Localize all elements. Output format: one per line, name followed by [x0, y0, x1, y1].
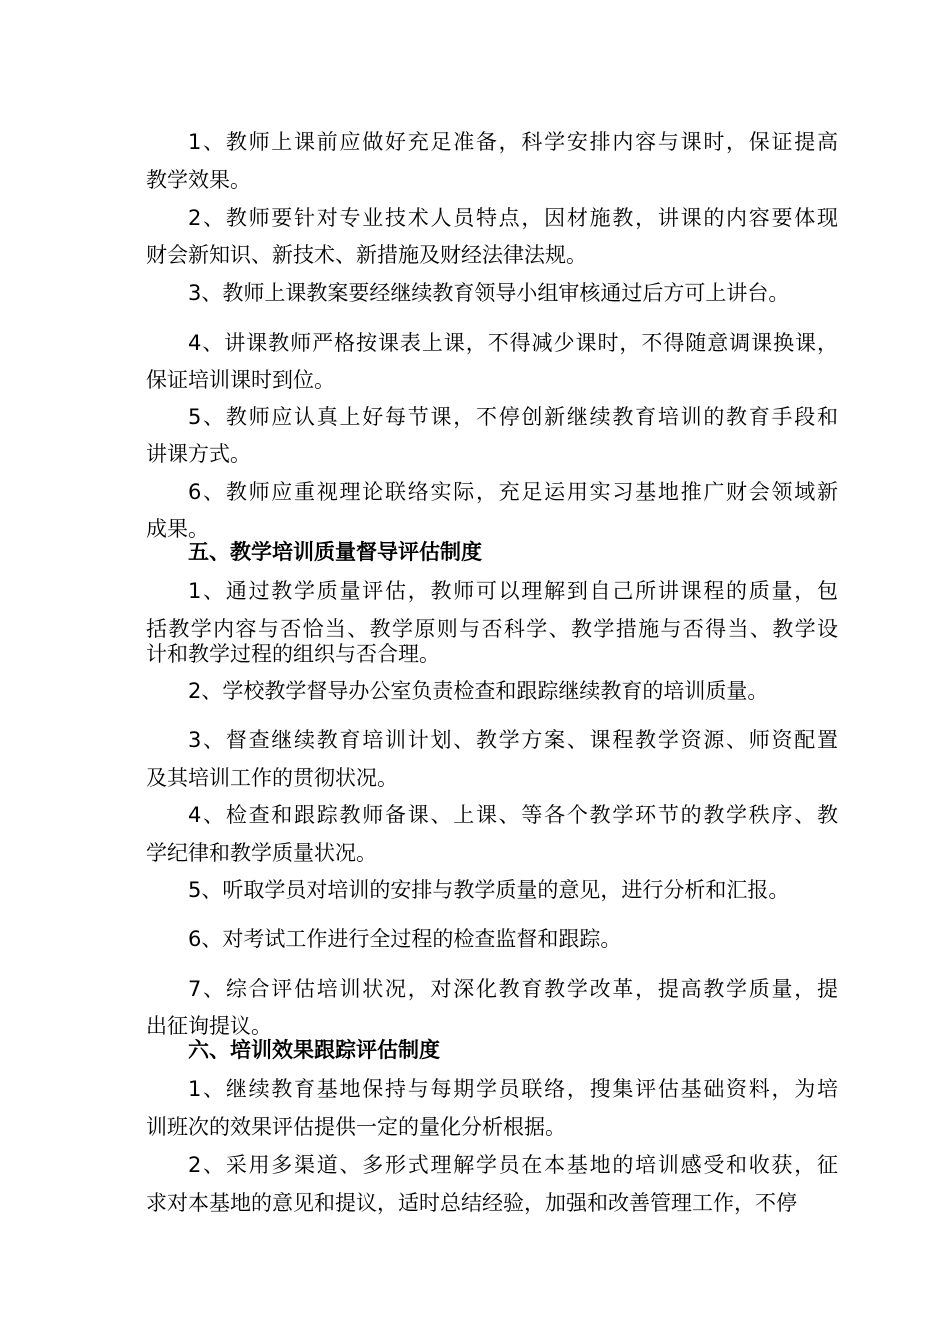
paragraph-line: 成果。 [146, 517, 209, 541]
paragraph-line: 出征询提议。 [146, 1014, 272, 1038]
paragraph-first-line: 6、对考试工作进行全过程的检查监督和跟踪。 [188, 927, 622, 951]
paragraph-line: 教学效果。 [146, 168, 251, 192]
paragraph-first-line: 6、教师应重视理论联络实际，充足运用实习基地推广财会领域新 [188, 480, 838, 504]
paragraph-first-line: 5、听取学员对培训的安排与教学质量的意见，进行分析和汇报。 [188, 878, 790, 902]
section-heading: 五、教学培训质量督导评估制度 [188, 540, 482, 564]
paragraph-first-line: 1、继续教育基地保持与每期学员联络，搜集评估基础资料，为培 [188, 1077, 838, 1101]
paragraph-first-line: 3、督查继续教育培训计划、教学方案、课程教学资源、师资配置 [188, 728, 838, 752]
paragraph-first-line: 4、检查和跟踪教师备课、上课、等各个教学环节的教学秩序、教 [188, 803, 838, 827]
paragraph-line: 括教学内容与否恰当、教学原则与否科学、教学措施与否得当、教学设 [146, 617, 838, 641]
paragraph-first-line: 2、学校教学督导办公室负责检查和跟踪继续教育的培训质量。 [188, 679, 769, 703]
paragraph-first-line: 2、教师要针对专业技术人员特点，因材施教，讲课的内容要体现 [188, 206, 838, 230]
paragraph-first-line: 7、综合评估培训状况，对深化教育教学改革，提高教学质量，提 [188, 977, 838, 1001]
paragraph-first-line: 3、教师上课教案要经继续教育领导小组审核通过后方可上讲台。 [188, 281, 790, 305]
paragraph-line: 保证培训课时到位。 [146, 368, 335, 392]
paragraph-line: 讲课方式。 [146, 442, 251, 466]
paragraph-first-line: 5、教师应认真上好每节课，不停创新继续教育培训的教育手段和 [188, 405, 838, 429]
paragraph-line: 求对本基地的意见和提议，适时总结经验，加强和改善管理工作，不停 [146, 1191, 797, 1215]
paragraph-first-line: 2、采用多渠道、多形式理解学员在本基地的培训感受和收获，征 [188, 1153, 838, 1177]
paragraph-first-line: 1、教师上课前应做好充足准备，科学安排内容与课时，保证提高 [188, 130, 838, 154]
paragraph-line: 计和教学过程的组织与否合理。 [146, 642, 440, 666]
paragraph-line: 训班次的效果评估提供一定的量化分析根据。 [146, 1115, 566, 1139]
paragraph-first-line: 1、通过教学质量评估，教师可以理解到自己所讲课程的质量，包 [188, 579, 838, 603]
paragraph-line: 及其培训工作的贯彻状况。 [146, 766, 398, 790]
section-heading: 六、培训效果跟踪评估制度 [188, 1038, 440, 1062]
paragraph-line: 财会新知识、新技术、新措施及财经法律法规。 [146, 243, 587, 267]
paragraph-first-line: 4、讲课教师严格按课表上课，不得减少课时，不得随意调课换课， [188, 331, 838, 355]
paragraph-line: 学纪律和教学质量状况。 [146, 841, 377, 865]
